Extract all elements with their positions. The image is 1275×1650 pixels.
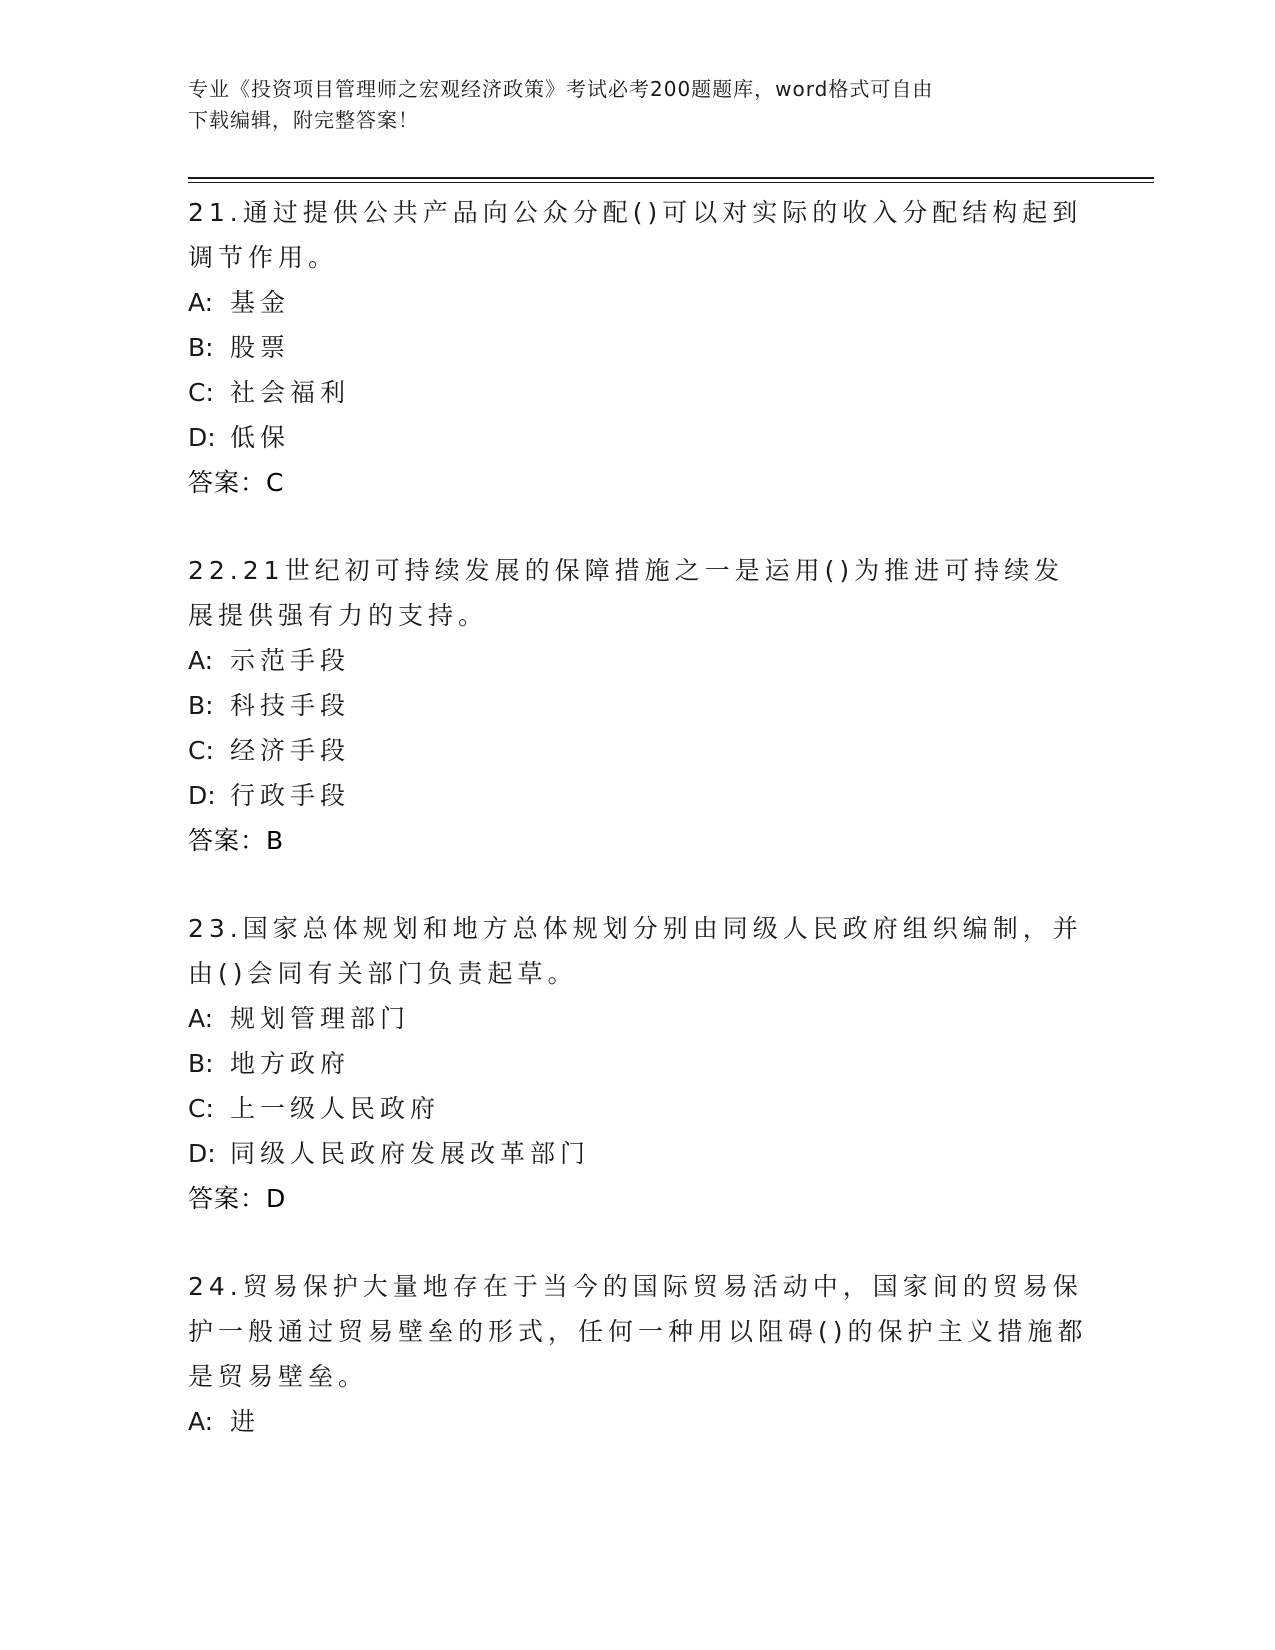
option-letter: B: (188, 333, 214, 362)
answer-line: 答案：B (188, 826, 285, 855)
option-text: 基金 (230, 288, 291, 317)
option-text: 社会福利 (230, 378, 351, 407)
option-text: 同级人民政府发展改革部门 (230, 1139, 591, 1168)
option-d (188, 1131, 1088, 1176)
header-divider-thick (188, 177, 1154, 179)
option-letter: A: (188, 1407, 214, 1436)
option-d (188, 415, 1088, 460)
question-stem: 22.21世纪初可持续发展的保障措施之一是运用()为推进可持续发展提供强有力的支持。 (188, 556, 1065, 630)
option-b (188, 325, 1088, 370)
question-23 (188, 906, 1088, 1221)
option-text: 示范手段 (230, 646, 351, 675)
option-c (188, 1086, 1088, 1131)
answer-line: 答案：C (188, 468, 285, 497)
option-a (188, 280, 1088, 325)
option-c (188, 728, 1088, 773)
question-21 (188, 190, 1088, 505)
option-letter: D: (188, 423, 216, 452)
option-c (188, 370, 1088, 415)
option-letter: A: (188, 1004, 214, 1033)
question-list (188, 190, 1088, 1487)
question-stem: 23.国家总体规划和地方总体规划分别由同级人民政府组织编制，并由()会同有关部门负责起草。 (188, 914, 1083, 988)
header-line-1: 专业《投资项目管理师之宏观经济政策》考试必考200题题库，word格式可自由 (188, 77, 934, 101)
option-text: 经济手段 (230, 736, 351, 765)
answer-line: 答案：D (188, 1184, 287, 1213)
option-text: 股票 (230, 333, 291, 362)
option-a (188, 638, 1088, 683)
option-text: 科技手段 (230, 691, 351, 720)
option-text: 规划管理部门 (230, 1004, 411, 1033)
question-stem: 24.贸易保护大量地存在于当今的国际贸易活动中，国家间的贸易保护一般通过贸易壁垒的形式，任何一种用以阻碍()的保护主义措施都是贸易壁垒。 (188, 1272, 1088, 1391)
header-line-2: 下载编辑，附完整答案！ (188, 108, 419, 132)
option-letter: C: (188, 1094, 214, 1123)
option-letter: D: (188, 1139, 216, 1168)
option-text: 低保 (230, 423, 291, 452)
option-letter: A: (188, 646, 214, 675)
option-a (188, 1399, 1088, 1444)
option-letter: B: (188, 691, 214, 720)
option-letter: C: (188, 736, 214, 765)
option-letter: A: (188, 288, 214, 317)
header-divider-thin (188, 182, 1154, 183)
document-header-note (188, 74, 1068, 136)
question-22 (188, 548, 1088, 863)
option-d (188, 773, 1088, 818)
option-text: 行政手段 (230, 781, 351, 810)
option-b (188, 683, 1088, 728)
option-letter: B: (188, 1049, 214, 1078)
option-text: 上一级人民政府 (230, 1094, 441, 1123)
option-letter: D: (188, 781, 216, 810)
option-a (188, 996, 1088, 1041)
option-text: 进 (230, 1407, 261, 1436)
question-24 (188, 1264, 1088, 1444)
option-text: 地方政府 (230, 1049, 351, 1078)
option-b (188, 1041, 1088, 1086)
question-stem: 21.通过提供公共产品向公众分配()可以对实际的收入分配结构起到调节作用。 (188, 198, 1083, 272)
option-letter: C: (188, 378, 214, 407)
